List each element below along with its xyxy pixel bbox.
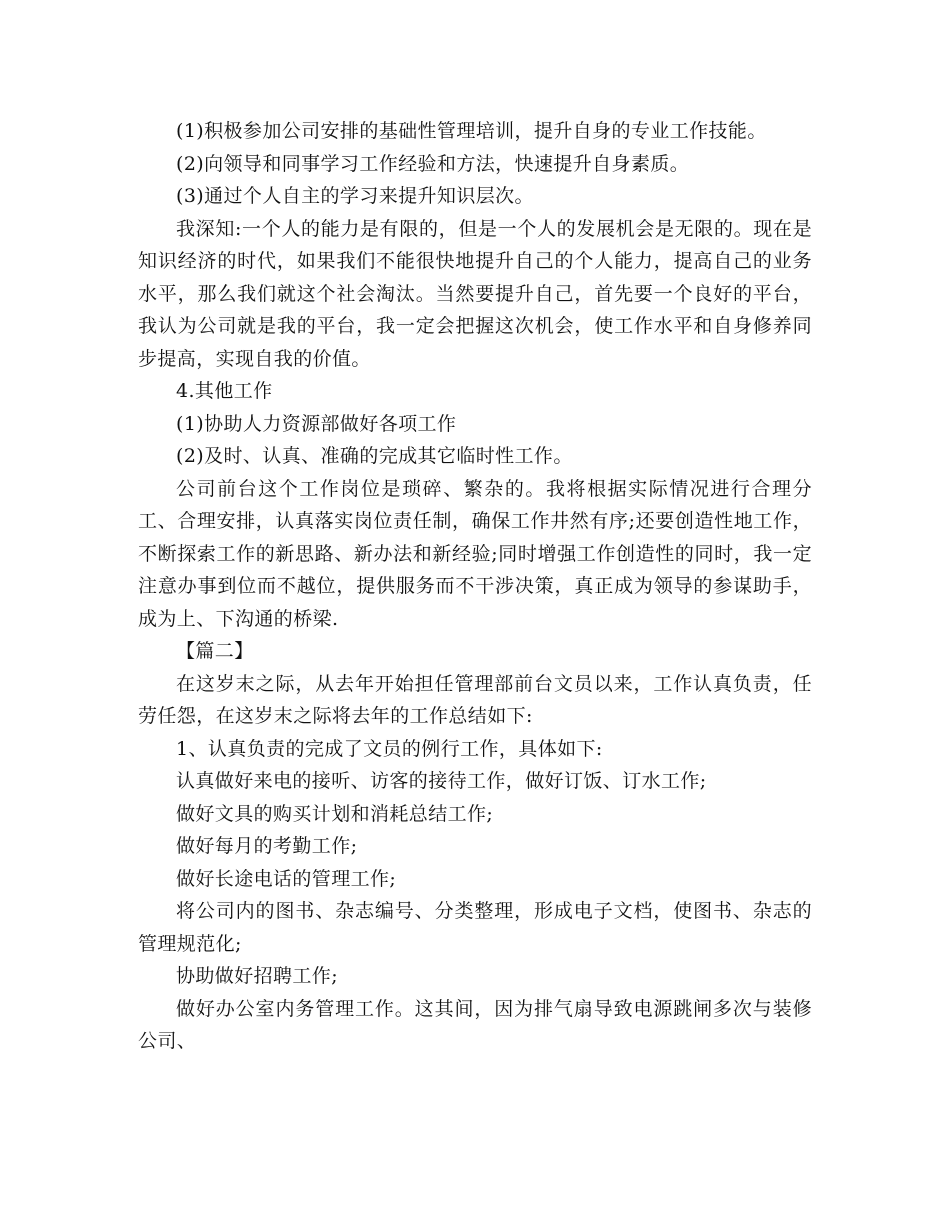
paragraph-front-desk: 公司前台这个工作岗位是琐碎、繁杂的。我将根据实际情况进行合理分工、合理安排，认真落实岗位责任制，确保工作井然有序;还要创造性地工作，不断探索工作的新思路、新办法和新经验;同时增强工作创造性的同时，我一定注意办事到位而不越位，提供服务而不干涉决策，真正成为领导的参谋助手，成为上、下沟通的桥梁. [138, 477, 812, 630]
list-item-stationery: 做好文具的购买计划和消耗总结工作; [176, 802, 494, 825]
list-item-calls-visitors: 认真做好来电的接听、访客的接待工作，做好订饭、订水工作; [176, 770, 707, 792]
list-heading-routine-work: 1、认真负责的完成了文员的例行工作，具体如下: [176, 737, 603, 760]
list-item-long-distance-calls: 做好长途电话的管理工作; [176, 867, 397, 890]
list-item-office-affairs: 做好办公室内务管理工作。这其间，因为排气扇导致电源跳闸多次与装修公司、 [138, 997, 812, 1052]
list-item-recruiting: 协助做好招聘工作; [176, 965, 339, 987]
paragraph-year-end-intro: 在这岁末之际，从去年开始担任管理部前台文员以来，工作认真负责，任劳任怨，在这岁末之际将去年的工作总结如下: [138, 672, 812, 727]
list-item-assist-hr: (1)协助人力资源部做好各项工作 [176, 412, 457, 435]
list-item-library: 将公司内的图书、杂志编号、分类整理，形成电子文档，使图书、杂志的管理规范化; [138, 900, 812, 955]
section-heading-part-two: 【篇二】 [176, 640, 254, 662]
list-item-temporary-work: (2)及时、认真、准确的完成其它临时性工作。 [176, 445, 573, 467]
list-item-self-study: (3)通过个人自主的学习来提升知识层次。 [176, 185, 534, 207]
section-heading-other-work: 4.其他工作 [176, 380, 273, 402]
list-item-learn-from-leaders: (2)向领导和同事学习工作经验和方法，快速提升自身素质。 [176, 152, 690, 175]
paragraph-self-improvement: 我深知:一个人的能力是有限的，但是一个人的发展机会是无限的。现在是知识经济的时代，如果我们不能很快地提升自己的个人能力，提高自己的业务水平，那么我们就这个社会淘汰。当然要提升自己，首先要一个良好的平台，我认为公司就是我的平台，我一定会把握这次机会，使工作水平和自身修养同步提高，实现自我的价值。 [138, 217, 812, 370]
list-item-attendance: 做好每月的考勤工作; [176, 835, 358, 857]
list-item-training: (1)积极参加公司安排的基础性管理培训，提升自身的专业工作技能。 [176, 120, 767, 142]
